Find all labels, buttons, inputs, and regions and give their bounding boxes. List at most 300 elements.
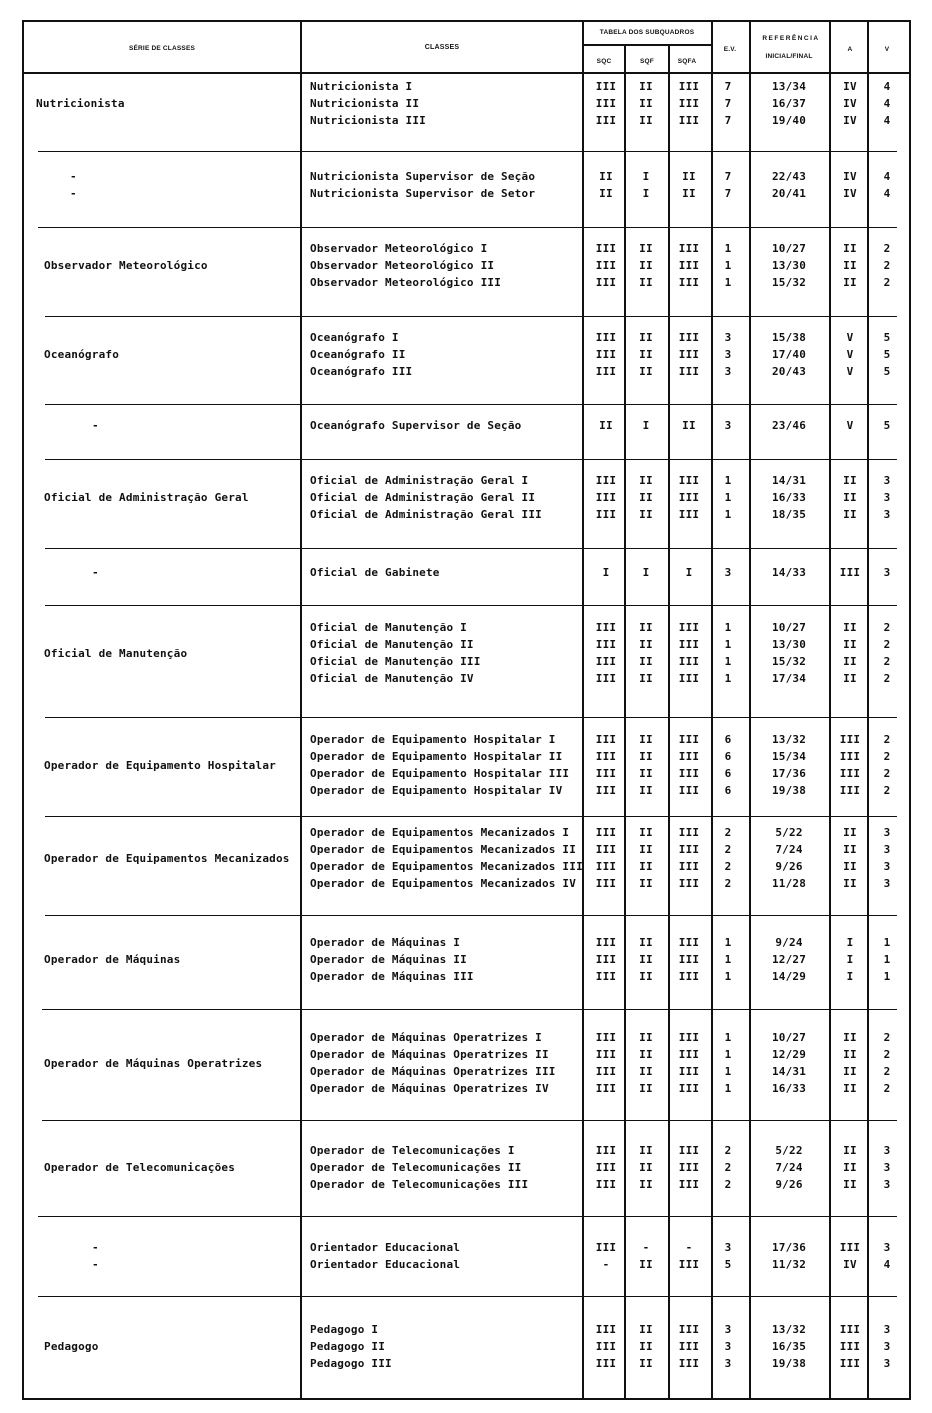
ref-cell: 5/22 [775, 826, 803, 839]
v-cell: 4 [883, 187, 891, 200]
sqc-cell: III [595, 877, 617, 890]
sqfa-cell: III [678, 733, 700, 746]
v-cell: 1 [883, 936, 891, 949]
classe-cell: Oceanógrafo I [310, 331, 399, 344]
v-cell: 2 [883, 784, 891, 797]
a-cell: II [843, 843, 857, 856]
a-cell: III [839, 1323, 861, 1336]
v-cell: 5 [883, 419, 891, 432]
v-cell: 4 [883, 1258, 891, 1271]
ref-cell: 13/30 [771, 259, 807, 272]
ref-cell: 10/27 [771, 242, 807, 255]
classe-cell: Nutricionista I [310, 80, 413, 93]
a-cell: V [846, 348, 854, 361]
v-cell: 3 [883, 1340, 891, 1353]
sqfa-cell: III [678, 1082, 700, 1095]
a-cell: V [846, 419, 854, 432]
ev-cell: 1 [724, 1031, 732, 1044]
ev-cell: 3 [724, 566, 732, 579]
sqf-cell: II [639, 114, 653, 127]
sqc-cell: III [595, 936, 617, 949]
classe-cell: Operador de Equipamento Hospitalar II [310, 750, 563, 763]
ref-cell: 19/40 [771, 114, 807, 127]
sqf-cell: II [639, 1082, 653, 1095]
sqc-cell: III [595, 1323, 617, 1336]
ev-cell: 3 [724, 331, 732, 344]
a-cell: II [843, 1082, 857, 1095]
ref-cell: 19/38 [771, 1357, 807, 1370]
a-cell: III [839, 1241, 861, 1254]
ev-cell: 1 [724, 953, 732, 966]
sqfa-cell: - [685, 1241, 693, 1254]
classe-cell: Operador de Máquinas Operatrizes II [310, 1048, 549, 1061]
sqfa-cell: III [678, 474, 700, 487]
v-cell: 2 [883, 672, 891, 685]
serie-dash: - [92, 419, 99, 432]
ev-cell: 7 [724, 187, 732, 200]
ev-cell: 3 [724, 1241, 732, 1254]
sqf-cell: II [639, 1357, 653, 1370]
v-cell: 2 [883, 276, 891, 289]
ref-cell: 16/33 [771, 1082, 807, 1095]
sqf-cell: II [639, 953, 653, 966]
a-cell: II [843, 1144, 857, 1157]
classe-cell: Orientador Educacional [310, 1258, 461, 1271]
sqfa-cell: III [678, 491, 700, 504]
ev-cell: 7 [724, 80, 732, 93]
classe-cell: Oficial de Gabinete [310, 566, 440, 579]
sqf-cell: II [639, 750, 653, 763]
sqc-cell: III [595, 953, 617, 966]
ref-cell: 14/29 [771, 970, 807, 983]
v-cell: 3 [883, 860, 891, 873]
sqc-cell: III [595, 474, 617, 487]
sqc-cell: II [599, 187, 613, 200]
ref-cell: 15/34 [771, 750, 807, 763]
serie-label: Operador de Telecomunicações [44, 1161, 236, 1174]
sqf-cell: II [639, 97, 653, 110]
sqc-cell: III [595, 1082, 617, 1095]
ref-cell: 11/28 [771, 877, 807, 890]
ref-cell: 12/29 [771, 1048, 807, 1061]
sqc-cell: III [595, 750, 617, 763]
classe-cell: Operador de Telecomunicações III [310, 1178, 529, 1191]
v-cell: 3 [883, 1144, 891, 1157]
classe-cell: Nutricionista II [310, 97, 420, 110]
ev-cell: 3 [724, 419, 732, 432]
ev-cell: 1 [724, 259, 732, 272]
sqc-cell: III [595, 259, 617, 272]
ref-cell: 7/24 [775, 843, 803, 856]
ref-cell: 17/36 [771, 767, 807, 780]
sqf-cell: II [639, 843, 653, 856]
ev-cell: 1 [724, 508, 732, 521]
a-cell: II [843, 491, 857, 504]
ref-cell: 17/40 [771, 348, 807, 361]
sqc-cell: III [595, 784, 617, 797]
sqfa-cell: III [678, 860, 700, 873]
group-separator [38, 1296, 897, 1297]
header-sqc: SQC [596, 58, 612, 65]
sqf-cell: II [639, 1161, 653, 1174]
a-cell: II [843, 1178, 857, 1191]
sqfa-cell: III [678, 1031, 700, 1044]
sqc-cell: III [595, 508, 617, 521]
a-cell: III [839, 1340, 861, 1353]
ev-cell: 2 [724, 1161, 732, 1174]
classe-cell: Oficial de Manutenção I [310, 621, 467, 634]
a-cell: III [839, 750, 861, 763]
classe-cell: Nutricionista Supervisor de Seção [310, 170, 536, 183]
sqfa-cell: III [678, 1340, 700, 1353]
serie-label: Operador de Equipamentos Mecanizados [44, 851, 290, 865]
v-cell: 2 [883, 750, 891, 763]
sqc-cell: III [595, 1357, 617, 1370]
header-serie-de-classes: SÉRIE DE CLASSES [128, 45, 196, 52]
sqc-cell: III [595, 1048, 617, 1061]
serie-label: Nutricionista [36, 97, 125, 110]
v-cell: 3 [883, 1357, 891, 1370]
sqf-cell: II [639, 1048, 653, 1061]
sqf-cell: II [639, 621, 653, 634]
classe-cell: Observador Meteorológico III [310, 276, 502, 289]
group-separator [38, 1216, 897, 1217]
group-separator [38, 227, 897, 228]
a-cell: IV [843, 187, 857, 200]
v-cell: 2 [883, 259, 891, 272]
v-cell: 3 [883, 566, 891, 579]
ref-cell: 17/34 [771, 672, 807, 685]
a-cell: IV [843, 80, 857, 93]
v-cell: 2 [883, 1048, 891, 1061]
ev-cell: 1 [724, 970, 732, 983]
ev-cell: 6 [724, 767, 732, 780]
ev-cell: 5 [724, 1258, 732, 1271]
sqfa-cell: III [678, 1357, 700, 1370]
classe-cell: Oceanógrafo III [310, 365, 413, 378]
sqc-cell: II [599, 419, 613, 432]
sqc-cell: III [595, 331, 617, 344]
sqc-cell: II [599, 170, 613, 183]
ev-cell: 3 [724, 1357, 732, 1370]
sqf-cell: II [639, 767, 653, 780]
v-cell: 3 [883, 1178, 891, 1191]
ev-cell: 2 [724, 843, 732, 856]
a-cell: II [843, 877, 857, 890]
group-separator [38, 151, 897, 152]
sqc-cell: III [595, 1144, 617, 1157]
classe-cell: Nutricionista III [310, 114, 426, 127]
sqfa-cell: III [678, 114, 700, 127]
v-cell: 4 [883, 97, 891, 110]
sqf-cell: II [639, 1144, 653, 1157]
sqf-cell: II [639, 1323, 653, 1336]
classe-cell: Operador de Máquinas Operatrizes I [310, 1031, 542, 1044]
ev-cell: 2 [724, 877, 732, 890]
ev-cell: 1 [724, 655, 732, 668]
sqc-cell: III [595, 826, 617, 839]
ref-cell: 11/32 [771, 1258, 807, 1271]
v-cell: 3 [883, 843, 891, 856]
ref-cell: 14/33 [771, 566, 807, 579]
classe-cell: Observador Meteorológico I [310, 242, 488, 255]
sqf-cell: I [642, 566, 650, 579]
ev-cell: 1 [724, 621, 732, 634]
header-tabela-subquadros: TABELA DOS SUBQUADROS [599, 29, 695, 36]
sqf-cell: II [639, 491, 653, 504]
v-cell: 2 [883, 621, 891, 634]
sqfa-cell: II [682, 419, 696, 432]
ref-cell: 14/31 [771, 474, 807, 487]
classe-cell: Oficial de Manutenção IV [310, 672, 474, 685]
serie-label: Pedagogo [44, 1340, 99, 1353]
classe-cell: Pedagogo I [310, 1323, 379, 1336]
classe-cell: Operador de Telecomunicações I [310, 1144, 515, 1157]
v-cell: 2 [883, 1082, 891, 1095]
group-separator [45, 316, 897, 317]
ref-cell: 16/35 [771, 1340, 807, 1353]
classe-cell: Operador de Máquinas Operatrizes IV [310, 1082, 549, 1095]
classe-cell: Operador de Equipamentos Mecanizados III [310, 860, 583, 873]
group-separator [45, 816, 897, 817]
ref-cell: 13/32 [771, 1323, 807, 1336]
ev-cell: 6 [724, 784, 732, 797]
a-cell: II [843, 638, 857, 651]
v-cell: 4 [883, 170, 891, 183]
sqfa-cell: III [678, 672, 700, 685]
v-cell: 2 [883, 655, 891, 668]
ref-cell: 19/38 [771, 784, 807, 797]
a-cell: II [843, 860, 857, 873]
v-cell: 3 [883, 508, 891, 521]
sqc-cell: III [595, 1031, 617, 1044]
ev-cell: 3 [724, 348, 732, 361]
sqfa-cell: III [678, 826, 700, 839]
sqc-cell: III [595, 843, 617, 856]
sqc-cell: III [595, 638, 617, 651]
sqf-cell: II [639, 259, 653, 272]
sqf-cell: II [639, 877, 653, 890]
a-cell: V [846, 331, 854, 344]
sqfa-cell: III [678, 97, 700, 110]
ref-cell: 15/38 [771, 331, 807, 344]
sqfa-cell: III [678, 936, 700, 949]
ref-cell: 7/24 [775, 1161, 803, 1174]
serie-dash: - [70, 187, 77, 200]
sqc-cell: III [595, 1161, 617, 1174]
ev-cell: 3 [724, 1340, 732, 1353]
table-top-border [22, 20, 909, 22]
a-cell: II [843, 1065, 857, 1078]
sqf-cell: II [639, 276, 653, 289]
table-right-border [909, 20, 911, 1398]
serie-dash: - [92, 1258, 99, 1271]
col-rule-sqfa [668, 44, 670, 1398]
sqf-cell: II [639, 474, 653, 487]
sqf-cell: I [642, 419, 650, 432]
col-rule-sqf [624, 44, 626, 1398]
sqf-cell: - [642, 1241, 650, 1254]
header-sqf: SQF [640, 58, 654, 65]
ev-cell: 3 [724, 365, 732, 378]
ev-cell: 7 [724, 97, 732, 110]
sqf-cell: II [639, 242, 653, 255]
group-separator [45, 548, 897, 549]
sqc-cell: III [595, 348, 617, 361]
sqfa-cell: III [678, 767, 700, 780]
a-cell: IV [843, 114, 857, 127]
v-cell: 2 [883, 1031, 891, 1044]
ev-cell: 7 [724, 170, 732, 183]
sqc-cell: III [595, 491, 617, 504]
header-referencia: REFERÊNCIA [762, 35, 820, 42]
sqfa-cell: II [682, 187, 696, 200]
a-cell: II [843, 655, 857, 668]
sqfa-cell: III [678, 348, 700, 361]
sqf-cell: II [639, 1178, 653, 1191]
ev-cell: 2 [724, 860, 732, 873]
ref-cell: 13/34 [771, 80, 807, 93]
a-cell: III [839, 566, 861, 579]
ev-cell: 6 [724, 733, 732, 746]
sqfa-cell: III [678, 784, 700, 797]
sqfa-cell: III [678, 843, 700, 856]
v-cell: 3 [883, 1241, 891, 1254]
ev-cell: 2 [724, 1144, 732, 1157]
serie-dash: - [92, 1241, 99, 1254]
ev-cell: 7 [724, 114, 732, 127]
group-separator [45, 404, 897, 405]
header-classes: CLASSES [424, 44, 460, 51]
sqc-cell: III [595, 80, 617, 93]
sqf-cell: II [639, 80, 653, 93]
ev-cell: 1 [724, 1082, 732, 1095]
sqfa-cell: III [678, 1144, 700, 1157]
ref-cell: 9/26 [775, 1178, 803, 1191]
classe-cell: Pedagogo III [310, 1357, 392, 1370]
v-cell: 2 [883, 733, 891, 746]
classe-cell: Operador de Equipamento Hospitalar III [310, 767, 570, 780]
classe-cell: Oficial de Administração Geral II [310, 491, 536, 504]
sqfa-cell: II [682, 170, 696, 183]
a-cell: III [839, 767, 861, 780]
a-cell: II [843, 1161, 857, 1174]
sqc-cell: III [595, 621, 617, 634]
ref-cell: 22/43 [771, 170, 807, 183]
a-cell: IV [843, 170, 857, 183]
ref-cell: 15/32 [771, 655, 807, 668]
ref-cell: 18/35 [771, 508, 807, 521]
classe-cell: Operador de Equipamentos Mecanizados II [310, 843, 577, 856]
v-cell: 2 [883, 1065, 891, 1078]
sqf-cell: II [639, 1340, 653, 1353]
sqc-cell: III [595, 655, 617, 668]
sqfa-cell: III [678, 276, 700, 289]
ref-cell: 13/32 [771, 733, 807, 746]
a-cell: I [846, 970, 854, 983]
ev-cell: 1 [724, 672, 732, 685]
sqf-cell: II [639, 655, 653, 668]
a-cell: II [843, 259, 857, 272]
serie-label: Operador de Máquinas [44, 953, 181, 966]
sqfa-cell: I [685, 566, 693, 579]
sqc-cell: III [595, 97, 617, 110]
v-cell: 3 [883, 1323, 891, 1336]
classe-cell: Oficial de Manutenção II [310, 638, 474, 651]
ref-cell: 10/27 [771, 1031, 807, 1044]
ev-cell: 1 [724, 276, 732, 289]
sqc-cell: III [595, 365, 617, 378]
sqc-cell: III [595, 672, 617, 685]
serie-label: Operador de Máquinas Operatrizes [44, 1056, 263, 1070]
sqf-cell: II [639, 672, 653, 685]
v-cell: 3 [883, 474, 891, 487]
header-sqfa: SQFA [677, 58, 697, 65]
classe-cell: Operador de Máquinas Operatrizes III [310, 1065, 556, 1078]
sqfa-cell: III [678, 1323, 700, 1336]
classe-cell: Operador de Telecomunicações II [310, 1161, 522, 1174]
sqfa-cell: III [678, 1048, 700, 1061]
header-ev: E.V. [723, 46, 737, 53]
ev-cell: 3 [724, 1323, 732, 1336]
ev-cell: 1 [724, 474, 732, 487]
classe-cell: Operador de Máquinas III [310, 970, 474, 983]
header-bottom-border [22, 72, 909, 74]
group-separator [45, 717, 897, 718]
a-cell: II [843, 621, 857, 634]
ref-cell: 10/27 [771, 621, 807, 634]
sqf-cell: II [639, 826, 653, 839]
sqf-cell: II [639, 1031, 653, 1044]
a-cell: I [846, 953, 854, 966]
ref-cell: 5/22 [775, 1144, 803, 1157]
ref-cell: 15/32 [771, 276, 807, 289]
a-cell: IV [843, 97, 857, 110]
ev-cell: 1 [724, 1065, 732, 1078]
classe-cell: Orientador Educacional [310, 1241, 461, 1254]
v-cell: 3 [883, 1161, 891, 1174]
a-cell: II [843, 1048, 857, 1061]
ref-cell: 23/46 [771, 419, 807, 432]
ref-cell: 14/31 [771, 1065, 807, 1078]
classe-cell: Oficial de Manutenção III [310, 655, 481, 668]
a-cell: II [843, 276, 857, 289]
a-cell: II [843, 1031, 857, 1044]
sqfa-cell: III [678, 259, 700, 272]
table-bottom-border [22, 1398, 911, 1400]
serie-dash: - [70, 170, 77, 183]
sqc-cell: III [595, 1178, 617, 1191]
ev-cell: 6 [724, 750, 732, 763]
classe-cell: Operador de Equipamento Hospitalar I [310, 733, 556, 746]
a-cell: III [839, 1357, 861, 1370]
v-cell: 1 [883, 970, 891, 983]
sqfa-cell: III [678, 953, 700, 966]
sqfa-cell: III [678, 331, 700, 344]
sqfa-cell: III [678, 877, 700, 890]
group-separator [45, 605, 897, 606]
sqfa-cell: III [678, 970, 700, 983]
v-cell: 1 [883, 953, 891, 966]
serie-label: Oceanógrafo [44, 348, 120, 361]
sqf-cell: II [639, 331, 653, 344]
header-v: V [884, 46, 890, 53]
a-cell: II [843, 672, 857, 685]
sqfa-cell: III [678, 638, 700, 651]
classe-cell: Oficial de Administração Geral III [310, 508, 542, 521]
sqc-cell: III [595, 114, 617, 127]
sqf-cell: II [639, 860, 653, 873]
